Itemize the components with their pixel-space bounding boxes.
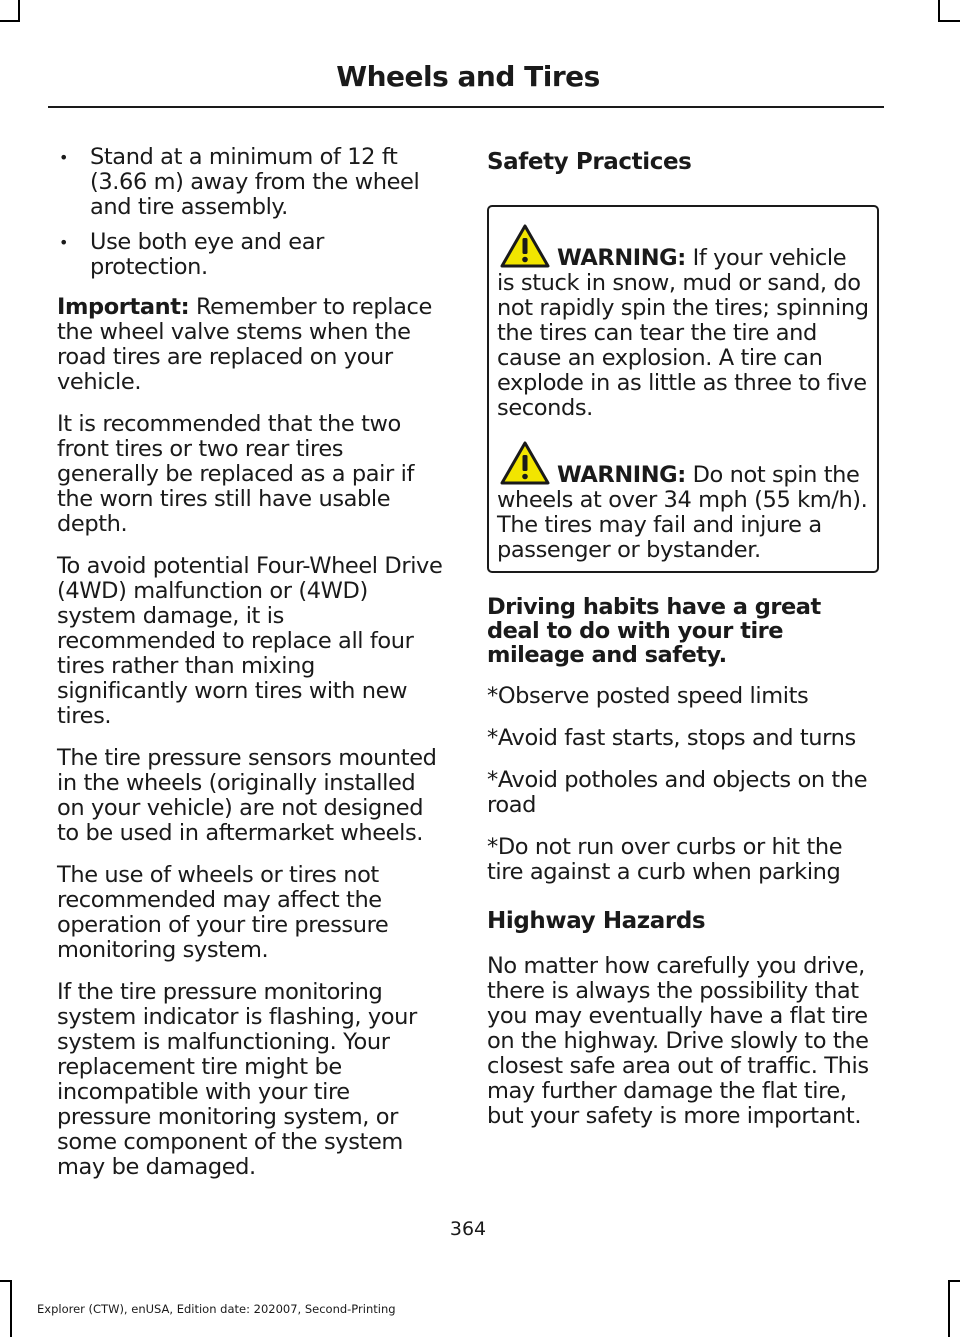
warning-triangle-icon (499, 440, 551, 486)
tip-item: *Do not run over curbs or hit the tire against a curb when parking (487, 834, 843, 885)
crop-mark (0, 20, 20, 22)
edition-footer: Explorer (CTW), enUSA, Edition date: 202007, Second-Printing (37, 1302, 396, 1316)
crop-mark (948, 1280, 960, 1282)
driving-habits-heading: Driving habits have a great deal to do with your tire mileage and safety. (487, 594, 821, 668)
warning-item (497, 223, 869, 421)
tip-item: *Observe posted speed limits (487, 683, 809, 709)
important-label: Important: (57, 294, 190, 320)
paragraph: The use of wheels or tires not recommended may affect the operation of your tire pressure monitoring system. (57, 862, 389, 963)
warning-box (487, 205, 879, 573)
crop-mark (938, 0, 940, 22)
paragraph: The tire pressure sensors mounted in the wheels (originally installed on your vehicle) are not designed to be used in aftermarket wheels. (57, 745, 437, 846)
crop-mark (18, 0, 20, 22)
left-column (57, 145, 447, 1197)
right-column (487, 145, 879, 1146)
crop-mark (10, 1280, 12, 1337)
warning-text: Do not spin the wheels at over 34 mph (55 km/h). The tires may fail and injure a passenger or bystander. (497, 462, 868, 563)
hazards-paragraph: No matter how carefully you drive, there is always the possibility that you may eventually have a flat tire on the highway. Drive slowly to the closest safe area out of traffic. This may further damage the flat tire, but your safety is more important. (487, 953, 869, 1129)
crop-mark (938, 20, 960, 22)
bullet-item: • Stand at a minimum of 12 ft (3.66 m) away from the wheel and tire assembly. (57, 145, 447, 220)
important-paragraph (57, 295, 447, 395)
paragraph: To avoid potential Four-Wheel Drive (4WD) malfunction or (4WD) system damage, it is recommended to replace all four tires rather than mixing significantly worn tires with new tires. (57, 553, 443, 729)
bullet-item: • Use both eye and ear protection. (57, 230, 447, 280)
crop-mark (0, 1280, 12, 1282)
warning-label: WARNING: (557, 245, 686, 271)
tip-item: *Avoid potholes and objects on the road (487, 767, 868, 818)
section-title-highway-hazards: Highway Hazards (487, 908, 706, 934)
tip-item: *Avoid fast starts, stops and turns (487, 725, 856, 751)
warning-text: If your vehicle is stuck in snow, mud or sand, do not rapidly spin the tires; spinning the tires can tear the tire and cause an explosion. A tire can explode in as little as three to five seconds. (497, 245, 869, 421)
warning-item (497, 440, 869, 563)
page-number: 364 (449, 1218, 487, 1240)
warning-label: WARNING: (557, 462, 686, 488)
section-title-safety-practices: Safety Practices (487, 149, 692, 175)
page-title: Wheels and Tires (336, 60, 600, 93)
paragraph: If the tire pressure monitoring system indicator is flashing, your system is malfunctioning. Your replacement tire might be incompatible with your tire pressure monitoring system, or some component of the system may be damaged. (57, 979, 417, 1180)
bullet-list (57, 145, 447, 280)
crop-mark (948, 1280, 950, 1337)
paragraph: It is recommended that the two front tires or two rear tires generally be replaced as a pair if the worn tires still have usable depth. (57, 411, 414, 537)
important-text: Remember to replace the wheel valve stems when the road tires are replaced on your vehicle. (57, 294, 432, 395)
warning-triangle-icon (499, 223, 551, 269)
header-rule (48, 106, 884, 108)
